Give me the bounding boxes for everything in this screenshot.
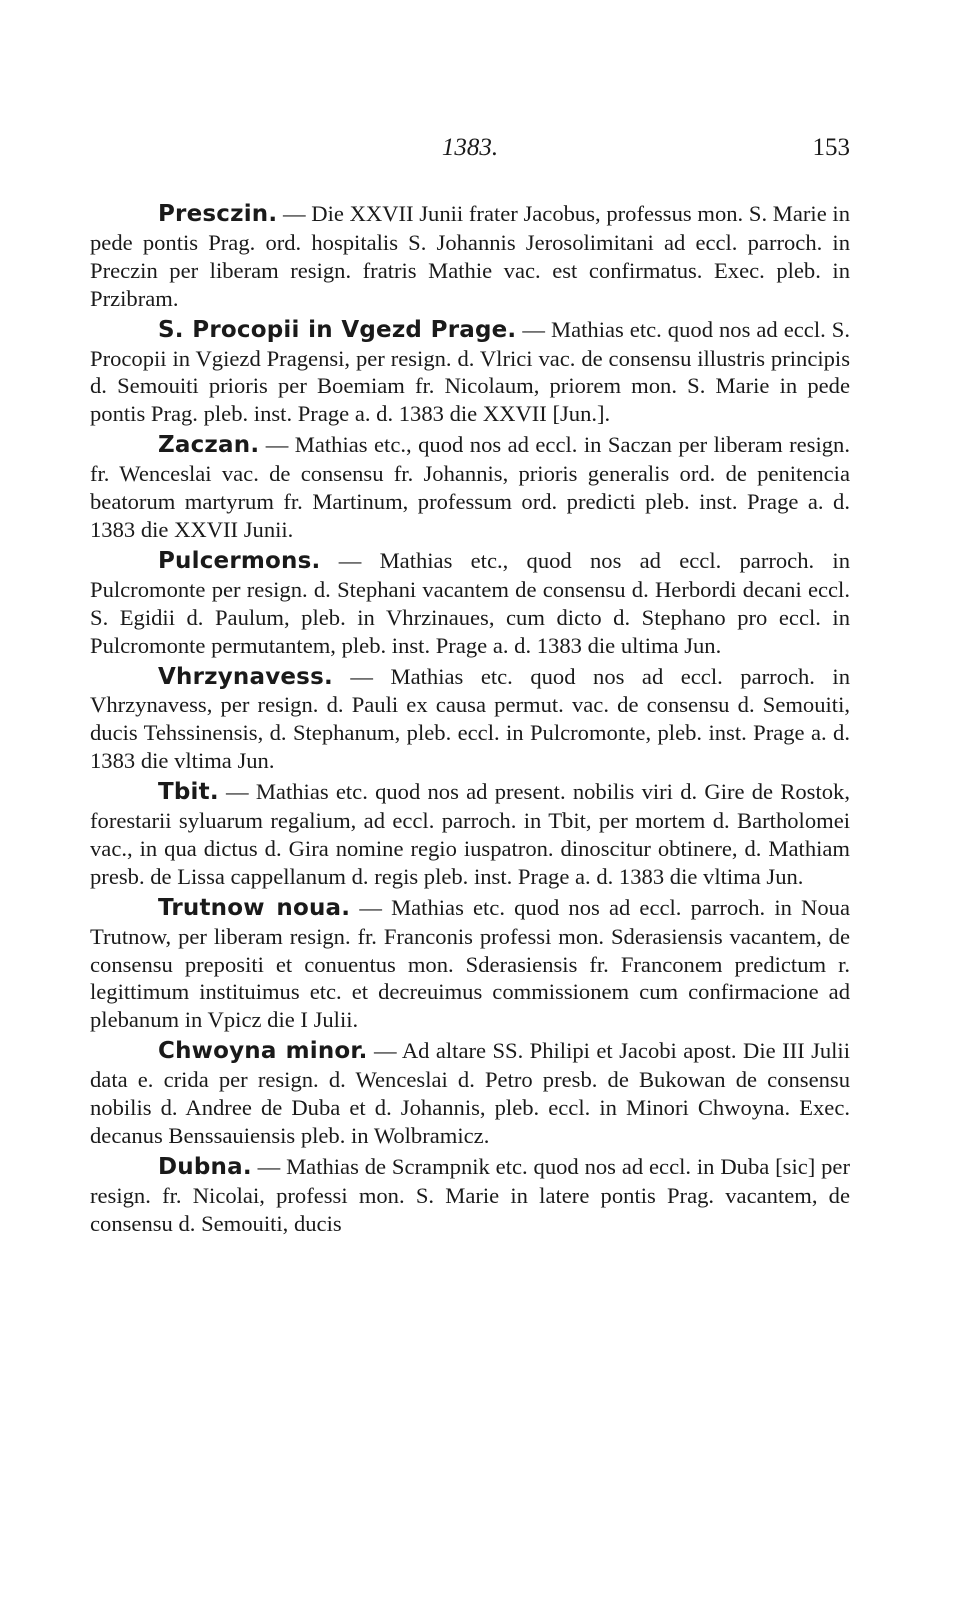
body-text <box>90 200 850 1241</box>
entry-heading: Chwoyna minor. <box>158 1038 368 1065</box>
entry-zaczan <box>90 431 850 544</box>
entry-tbit <box>90 778 850 891</box>
entry-heading: Pulcermons. <box>158 547 321 574</box>
entry-heading: Dubna. <box>158 1153 252 1180</box>
entry-heading: S. Procopii in Vgezd Prage. <box>158 316 517 343</box>
entry-heading: Tbit. <box>158 779 219 806</box>
running-head <box>90 134 850 170</box>
entry-heading: Trutnow noua. <box>158 894 351 921</box>
entry-chwoyna-minor <box>90 1037 850 1150</box>
entry-heading: Vhrzynavess. <box>158 663 333 690</box>
entry-text: — Mathias etc., quod nos ad eccl. parroch. in Pulcromonte per resign. d. Stephani vacantem de consensu d. Herbordi decani eccl. S. Egidii d. Paulum, pleb. in Vhrzinaues, cum dicto d. Stephano pro eccl. in Pulcromonte permutantem, pleb. inst. Prage a. d. 1383 die ultima Jun. <box>90 547 850 658</box>
page-number: 153 <box>812 134 850 161</box>
entry-text: — Ad altare SS. Philipi et Jacobi apost. Die III Julii data e. crida per resign. d. Wenceslai d. Petro presb. de Bukowan de consensu nobilis d. Andree de Duba et d. Johannis, pleb. eccl. in Minori Chwoyna. Exec. decanus Benssauiensis pleb. in Wolbramicz. <box>90 1038 850 1148</box>
entry-text: — Die XXVII Junii frater Jacobus, professus mon. S. Marie in pede pontis Prag. ord. hospitalis S. Johannis Jerosolimitani ad eccl. parroch. in Preczin per liberam resign. fratris Mathie vac. est confirmatus. Exec. pleb. in Przibram. <box>90 201 850 311</box>
entry-text: — Mathias etc. quod nos ad eccl. parroch. in Vhrzynavess, per resign. d. Pauli ex causa permut. vac. de consensu d. Semouiti, ducis Tehssinensis, d. Stephanum, pleb. eccl. in Pulcromonte, pleb. inst. Prage a. d. 1383 die vltima Jun. <box>90 663 850 774</box>
entry-presczin <box>90 200 850 313</box>
entry-pulcermons <box>90 547 850 660</box>
entry-vhrzynavess <box>90 663 850 776</box>
entry-heading: Zaczan. <box>158 432 260 459</box>
running-title: 1383. <box>441 134 499 161</box>
entry-text: — Mathias etc. quod nos ad present. nobilis viri d. Gire de Rostok, forestarii syluarum regalium, ad eccl. parroch. in Tbit, per mortem d. Bartholomei vac., in qua dictus d. Gira nomine regio iuspatron. dinoscitur obtinere, d. Mathiam presb. de Lissa cappellanum d. regis pleb. inst. Prage a. d. 1383 die vltima Jun. <box>90 779 850 889</box>
entry-text: — Mathias etc., quod nos ad eccl. in Saczan per liberam resign. fr. Wenceslai vac. de consensu fr. Johannis, prioris generalis ord. de penitencia beatorum martyrum fr. Martinum, professum ord. predicti pleb. inst. Prage a. d. 1383 die XXVII Junii. <box>90 432 850 542</box>
entry-text: — Mathias etc. quod nos ad eccl. S. Procopii in Vgiezd Pragensi, per resign. d. Vlrici vac. de consensu illustris principis d. Semouiti prioris per Boemiam fr. Nicolaum, priorem mon. S. Marie in pede pontis Prag. pleb. inst. Prage a. d. 1383 die XXVII [Jun.]. <box>90 316 850 427</box>
entry-text: — Mathias de Scrampnik etc. quod nos ad eccl. in Duba [sic] per resign. fr. Nicolai, professi mon. S. Marie in latere pontis Prag. vacantem, de consensu d. Semouiti, ducis <box>90 1153 850 1236</box>
entry-text: — Mathias etc. quod nos ad eccl. parroch. in Noua Trutnow, per liberam resign. fr. Franconis professi mon. Sderasiensis vacantem, de consensu prepositi et conuentus mon. Sderasiensis fr. Franconem predictum r. legittimum instituimus etc. et decreuimus commissionem cum confirmacione ad plebanum in Vpicz die I Julii. <box>90 894 850 1033</box>
entry-dubna <box>90 1153 850 1238</box>
entry-heading: Presczin. <box>158 201 278 227</box>
entry-s-procopii <box>90 316 850 429</box>
entry-trutnow-noua <box>90 894 850 1035</box>
